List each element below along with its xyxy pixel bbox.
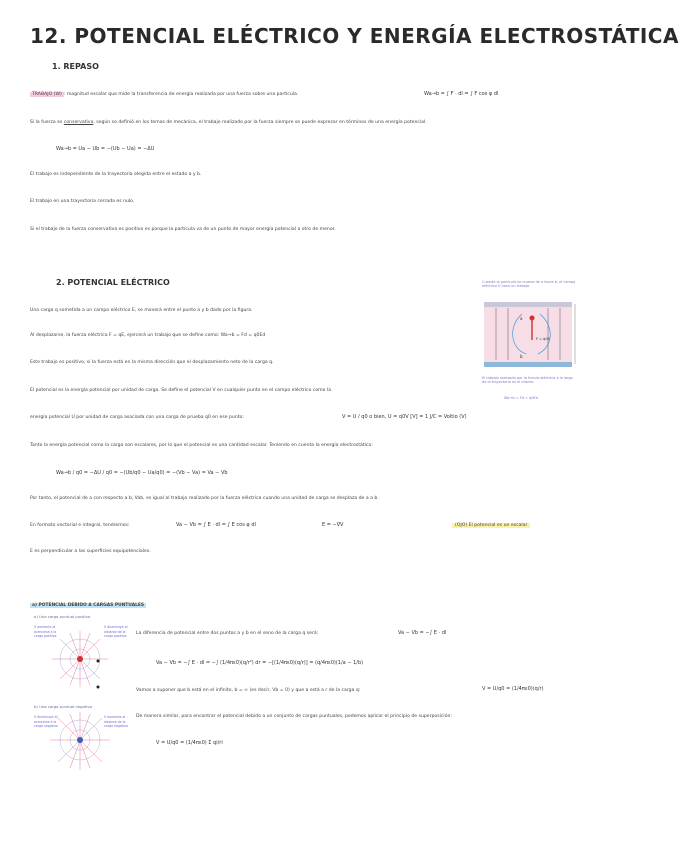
- s2-paragraph-1: Una carga q sometida a un campo eléctrico E, se moverá entre el punto a y b dado por la figura.: [30, 308, 253, 313]
- s2-potential-definition: V = U / q0 o bien, U = q0V [V] = 1 J/C = Voltio (V): [342, 414, 467, 420]
- line-closed-path: El trabajo en una trayectoria cerrada es nulo.: [30, 199, 135, 204]
- s3-paragraph-3: De manera similar, para encontrar el potencial debido a un conjunto de cargas puntuales, podemos aplicar el principio de superposición:: [136, 714, 452, 719]
- s3-long-equation: Va − Vb = −∫ E · dl = −∫ (1/4πε0)(q/r²) dr = −[(1/4πε0)(q/r)] = (q/4πε0)(1/a − 1/b): [156, 660, 364, 666]
- section-heading-repaso: 1. REPASO: [52, 62, 99, 71]
- conservativa-paragraph: [30, 120, 427, 126]
- field-region: [484, 307, 572, 362]
- s2-gradient-form: E = −∇V: [322, 522, 344, 528]
- page-title: 12. POTENCIAL ELÉCTRICO Y ENERGÍA ELECTROSTÁTICA: [30, 24, 679, 48]
- s3-point-potential: V = U/q0 = (1/4πε0)(q/r): [482, 686, 544, 692]
- line-positive-work: Si el trabajo de la fuerza conservativa es positivo es porque la partícula va de un punto de mayor energía potencial a otro de menor.: [30, 227, 336, 232]
- s3-superposition: V = U/q0 = (1/4πε0) Σ qi/ri: [156, 740, 223, 746]
- s2-paragraph-4: El potencial es la energía potencial por unidad de carga. Se define el potencial V en cualquier punto en el campo eléctrico como la: [30, 388, 332, 393]
- fig-b-left-note: V disminuye al acercarse a la carga negativa: [34, 715, 58, 729]
- formula-work-energy: Wa→b = Ua − Ub = −(Ub − Ua) = −ΔU: [56, 146, 155, 152]
- s2-paragraph-3: Este trabajo es positivo, si la fuerza está en la misma dirección que el desplazamiento neto de la carga q.: [30, 360, 274, 365]
- s2-energy-equation: Wa→b / q0 = −ΔU / q0 = −(Ub/q0 − Ua/q0) = −(Vb − Va) = Va − Vb: [56, 470, 228, 476]
- positive-plate: [484, 302, 572, 307]
- fig-b-right-note: V aumenta al alejarse de la carga negativa: [104, 715, 128, 729]
- scalar-note-highlight: (OJO) El potencial es un escalar: [452, 523, 530, 528]
- s2-scalar-note: [452, 523, 530, 529]
- test-charge: [530, 316, 535, 321]
- s2-paragraph-8: En formato vectorial e integral, tendremos:: [30, 523, 130, 528]
- uniform-field-caption-bottom: El trabajo realizado por la fuerza eléctrica a lo largo de la trayectoria es el mismo.: [482, 376, 573, 385]
- line-independence: El trabajo es independiente de la trayectoria elegida entre el estado a y b.: [30, 172, 202, 177]
- fig-a-caption: a) Una carga puntual positiva: [34, 614, 91, 619]
- section3-heading: [30, 603, 146, 609]
- point-a-label: a: [520, 316, 523, 321]
- uniform-field-caption-top: Cuando la partícula se mueve de a hacia b, el campo eléctrico E hace un trabajo.: [482, 280, 576, 289]
- positive-charge-field: [52, 631, 108, 689]
- s2-paragraph-9: E es perpendicular a las superficies equipotenciales.: [30, 549, 151, 554]
- conservativa-pre: Si la fuerza es: [30, 120, 64, 125]
- s2-paragraph-5: energía potencial U por unidad de carga asociada con una carga de prueba q0 en ese punto:: [30, 415, 244, 420]
- trabajo-definition: : magnitud escalar que mide la transferencia de energía realizada por una fuerza sobre una partícula.: [63, 92, 299, 97]
- uniform-field-figure: [482, 280, 578, 402]
- point-b-label: b: [520, 354, 523, 359]
- fig-a-right-note: V disminuye al alejarse de la carga positiva: [104, 625, 128, 639]
- negative-plate: [484, 362, 572, 367]
- trabajo-tag: TRABAJO (W): [32, 92, 62, 97]
- conservativa-post: , según se definió en los temas de mecánica, el trabajo realizado por la fuerza siempre se puede expresar en términos de una energía potencial.: [93, 120, 427, 125]
- force-label: F = q0E: [536, 337, 550, 341]
- s2-paragraph-7: Por tanto, el potencial de a con respecto a b, Vab, es igual al trabajo realizado por la fuerza eléctrica cuando una unidad de carga se desplaza de a a b.: [30, 496, 379, 501]
- uniform-field-diagram: [482, 296, 578, 376]
- s3-paragraph-2: Vamos a suponer que b está en el infinito, b = ∞ (es decir, Vb = 0) y que a está a r de la carga q:: [136, 688, 361, 693]
- negative-charge-diagram: [34, 710, 134, 780]
- s3-paragraph-1: La diferencia de potencial entre dos puntos a y b en el seno de la carga q será:: [136, 631, 319, 636]
- section-heading-potencial: 2. POTENCIAL ELÉCTRICO: [56, 278, 170, 287]
- trabajo-paragraph: [30, 92, 298, 98]
- conservativa-word: conservativa: [63, 120, 94, 125]
- positive-charge: [77, 656, 83, 662]
- s2-paragraph-6: Tanto la energía potencial como la carga son escalares, por lo que el potencial es una cantidad escalar. Teniendo en cuenta la energía electrostática:: [30, 443, 373, 448]
- uniform-field-formula: Wa→b = Fd = q0Ed: [504, 396, 538, 400]
- fig-a-left-note: V aumenta al acercarse a la carga positiva: [34, 625, 57, 639]
- section3-heading-text: a) POTENCIAL DEBIDO A CARGAS PUNTUALES: [32, 603, 145, 608]
- negative-charge: [77, 737, 83, 743]
- s2-integral-form: Va − Vb = ∫ E · dl = ∫ E cos φ dl: [176, 522, 256, 528]
- s2-paragraph-2: Al desplazarse, la fuerza eléctrica F = qE, ejercerá un trabajo que se define como: Wa→b = Fd = q0Ed: [30, 333, 266, 338]
- fig-b-caption: b) Una carga puntual negativa: [34, 704, 92, 709]
- s3-potential-difference: Va − Vb = −∫ E · dl: [398, 630, 447, 636]
- trabajo-formula: Wa→b = ∫ F · dl = ∫ F cos φ dl: [424, 91, 499, 97]
